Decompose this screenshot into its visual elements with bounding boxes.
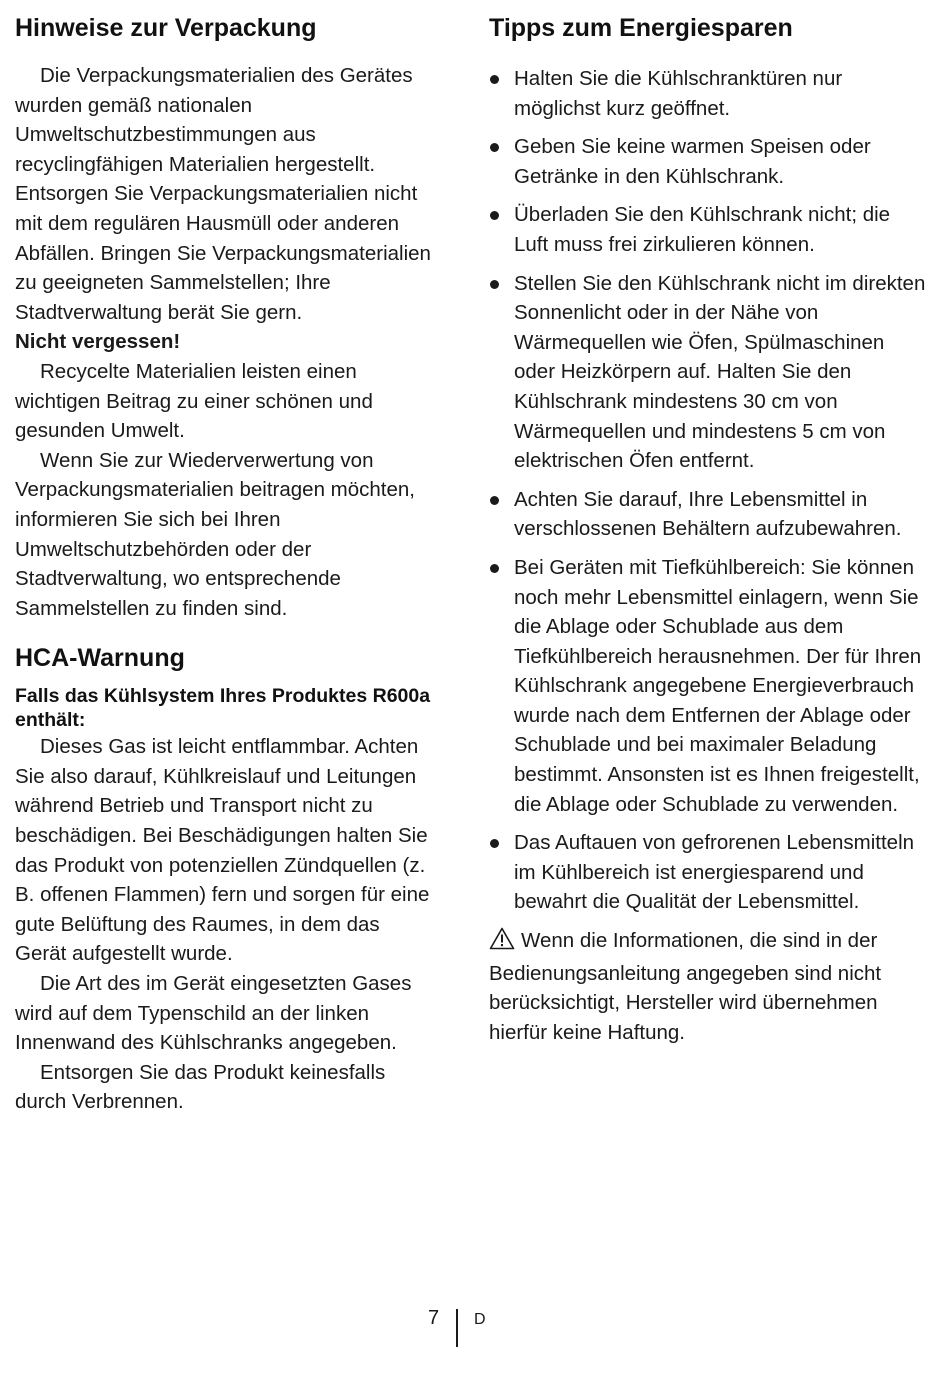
- warning-text: Wenn die Informationen, die sind in der Bedienungsanleitung angegeben sind nicht berücksichtigt, Hersteller wird übernehmen hierfür keine Haftung.: [489, 929, 882, 1044]
- list-item: [489, 828, 929, 917]
- packaging-heading: Hinweise zur Verpackung: [15, 14, 317, 42]
- hca-paragraph-2: Die Art des im Gerät eingesetzten Gases wird auf dem Typenschild an der linken Innenwand des Kühlschranks angegeben.: [15, 972, 412, 1055]
- tip-text: Achten Sie darauf, Ihre Lebensmittel in verschlossenen Behältern aufzubewahren.: [514, 487, 902, 541]
- bullet-icon: [490, 564, 499, 573]
- hca-paragraph-3: Entsorgen Sie das Produkt keinesfalls durch Verbrennen.: [15, 1060, 386, 1114]
- bullet-icon: [490, 143, 499, 152]
- packaging-paragraph-1: Die Verpackungsmaterialien des Gerätes wurden gemäß nationalen Umweltschutzbestimmungen aus recyclingfähigen Materialien hergestellt. Entsorgen Sie Verpackungsmaterialien nicht mit dem regulären Hausmüll oder anderen Abfällen. Bringen Sie Verpackungsmaterialien zu geeigneten Sammelstellen; Ihre Stadtverwaltung berät Sie gern.: [15, 64, 431, 324]
- page-number: 7: [428, 1307, 440, 1329]
- list-item: [489, 64, 929, 123]
- bullet-icon: [490, 496, 499, 505]
- note-label: Nicht vergessen!: [15, 330, 181, 354]
- bullet-icon: [490, 211, 499, 220]
- page-footer: [420, 1305, 530, 1347]
- tip-text: Überladen Sie den Kühlschrank nicht; die Luft muss frei zirkulieren können.: [514, 203, 891, 256]
- footer-divider: [456, 1309, 458, 1347]
- bullet-icon: [490, 839, 499, 848]
- hca-section: [15, 642, 435, 1117]
- hca-heading: HCA-Warnung: [15, 644, 185, 673]
- liability-warning: [489, 926, 929, 1047]
- bullet-icon: [490, 280, 499, 289]
- tip-text: Das Auftauen von gefrorenen Lebensmitteln im Kühlbereich ist energiesparend und bewahrt die Qualität der Lebensmittel.: [514, 831, 915, 914]
- list-item: [489, 485, 929, 544]
- language-code: D: [474, 1311, 486, 1328]
- bullet-icon: [490, 75, 499, 84]
- hca-paragraph-1: Dieses Gas ist leicht entflammbar. Achten Sie also darauf, Kühlkreislauf und Leitungen während Betrieb und Transport nicht zu beschädigen. Bei Beschädigungen halten Sie das Produkt von potenziellen Zündquellen (z. B. offenen Flammen) fern und sorgen für eine gute Belüftung des Raumes, in dem das Gerät aufgestellt wurde.: [15, 735, 430, 966]
- energy-heading: Tipps zum Energiesparen: [489, 14, 793, 42]
- list-item: [489, 269, 929, 476]
- list-item: [489, 132, 929, 191]
- left-column: [15, 12, 435, 1117]
- packaging-section: [15, 12, 435, 623]
- packaging-paragraph-2: Recycelte Materialien leisten einen wichtigen Beitrag zu einer schönen und gesunden Umwelt.: [15, 359, 373, 443]
- tip-text: Geben Sie keine warmen Speisen oder Getränke in den Kühlschrank.: [514, 135, 871, 188]
- tip-text: Halten Sie die Kühlschranktüren nur möglichst kurz geöffnet.: [514, 67, 843, 120]
- list-item: [489, 200, 929, 259]
- tip-text: Bei Geräten mit Tiefkühlbereich: Sie können noch mehr Lebensmittel einlagern, wenn Sie die Ablage oder Schublade aus dem Tiefkühlbereich herausnehmen. Der für Ihren Kühlschrank angegebene Energieverbrauch wurde nach dem Entfernen der Ablage oder Schublade und bei maximaler Beladung bestimmt. Ansonsten ist es Ihnen freigestellt, die Ablage oder Schublade zu verwenden.: [514, 555, 922, 816]
- energy-section: [489, 12, 929, 1047]
- hca-subheading: Falls das Kühlsystem Ihres Produktes R600a enthält:: [15, 685, 431, 732]
- right-column: [489, 12, 929, 1047]
- packaging-paragraph-3: Wenn Sie zur Wiederverwertung von Verpackungsmaterialien beitragen möchten, informieren Sie sich bei Ihren Umweltschutzbehörden oder der Stadtverwaltung, wo entsprechende Sammelstellen zu finden sind.: [15, 448, 415, 620]
- list-item: [489, 553, 929, 819]
- tip-text: Stellen Sie den Kühlschrank nicht im direkten Sonnenlicht oder in der Nähe von Wärmequellen wie Öfen, Spülmaschinen oder Heizkörpern auf. Halten Sie den Kühlschrank mindestens 30 cm von Wärmequellen und mindestens 5 cm von elektrischen Öfen entfernt.: [514, 271, 926, 473]
- energy-tips-list: [489, 64, 929, 917]
- warning-triangle-icon: [489, 927, 515, 959]
